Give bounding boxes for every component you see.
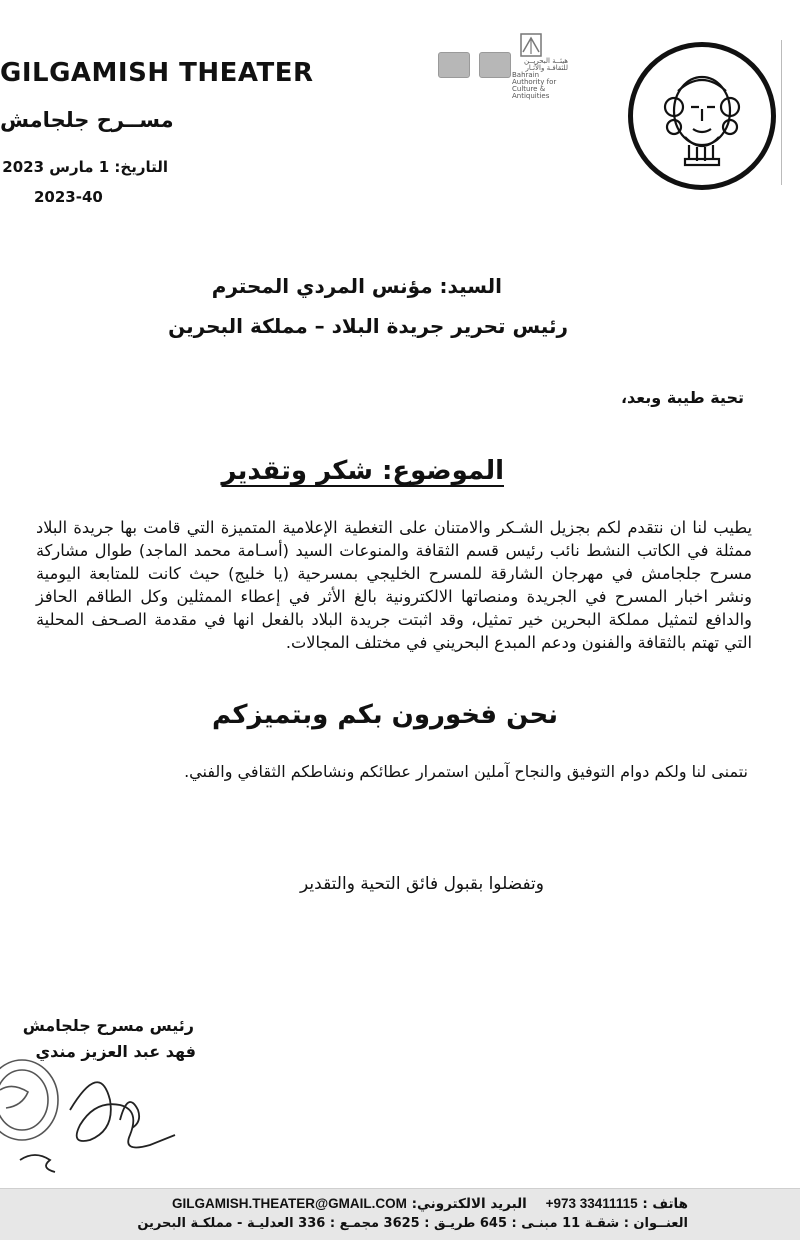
letter-date: التاريخ: 1 مارس 2023	[2, 158, 168, 176]
theater-seal-logo	[628, 42, 776, 190]
letter-body: يطيب لنا ان نتقدم لكم بجزيل الشـكر والامتنان على التغطية الإعلامية المتميزة التي قامت بها جريدة البلاد ممثلة في الكاتب النشط نائب رئيس قسم الثقافة والمنوعات السيد (أسـامة محمد الماجد) طوال مشاركة مسرح جلجامش في مهرجان الشارقة للمسرح الخليجي بمسرحية (يا خليج) حيث كانت للمتابعة اليومية ونشر اخبار المسرح في الجريدة ومنصاتها الالكترونية بالغ الأثر في إعطاء الممثلين وكل الطاقم الحافز والدافع لتمثيل مملكة البحرين خير تمثيل، وقد اثبتت جريدة البلاد بالفعل انها في مقدمة الصـحف المحلية التي تهتم بالثقافة والفنون ودعم المبدع البحريني في مختلف المجالات.	[36, 518, 752, 652]
footer-address: العنــوان : شقـة 11 مبنـى : 645 طريـق : 3625 مجمـع : 336 العدليـة - مملكـة البحرين	[137, 1216, 688, 1231]
addressee-name: السيد: مؤنس المردي المحترم	[211, 274, 502, 298]
theater-name-ar: مســرح جلجامش	[0, 108, 174, 132]
footer-contact	[172, 1196, 688, 1212]
page-edge-line	[781, 40, 782, 185]
greeting: تحية طيبة وبعد،	[620, 388, 744, 407]
partner-logo-2	[479, 52, 511, 78]
reference-number: 2023-40	[34, 188, 103, 206]
phone-number: +973 33411115	[545, 1196, 638, 1211]
phone-label: هاتف :	[642, 1196, 688, 1212]
partner-logo-1	[438, 52, 470, 78]
email-address: GILGAMISH.THEATER@GMAIL.COM	[171, 1196, 407, 1211]
addressee-title: رئيس تحرير جريدة البلاد – مملكة البحرين	[168, 314, 568, 338]
authority-text-ar: هيئــة البحريــن للثقافـة والآثـار	[524, 57, 568, 72]
gilgamesh-head-icon	[633, 47, 771, 185]
proud-statement: نحن فخورون بكم وبتميزكم	[212, 700, 558, 730]
signature-name: فهد عبد العزيز مندي	[35, 1042, 196, 1061]
authority-text-en: Bahrain Authority for Culture & Antiquities	[512, 71, 557, 100]
signature-title: رئيس مسرح جلجامش	[22, 1016, 194, 1035]
letter-subject: الموضوع: شكر وتقدير	[221, 456, 504, 486]
email-label: البريد الالكتروني:	[411, 1196, 527, 1212]
closing-line: وتفضلوا بقبول فائق التحية والتقدير	[300, 874, 544, 894]
wish-line: نتمنى لنا ولكم دوام التوفيق والنجاح آملين استمرار عطائكم ونشاطكم الثقافي والفني.	[184, 762, 748, 781]
authority-text	[512, 58, 568, 100]
theater-name-en: GILGAMISH THEATER	[0, 58, 314, 88]
partner-logos	[438, 52, 515, 82]
stamp-and-signature-icon	[0, 1050, 190, 1190]
